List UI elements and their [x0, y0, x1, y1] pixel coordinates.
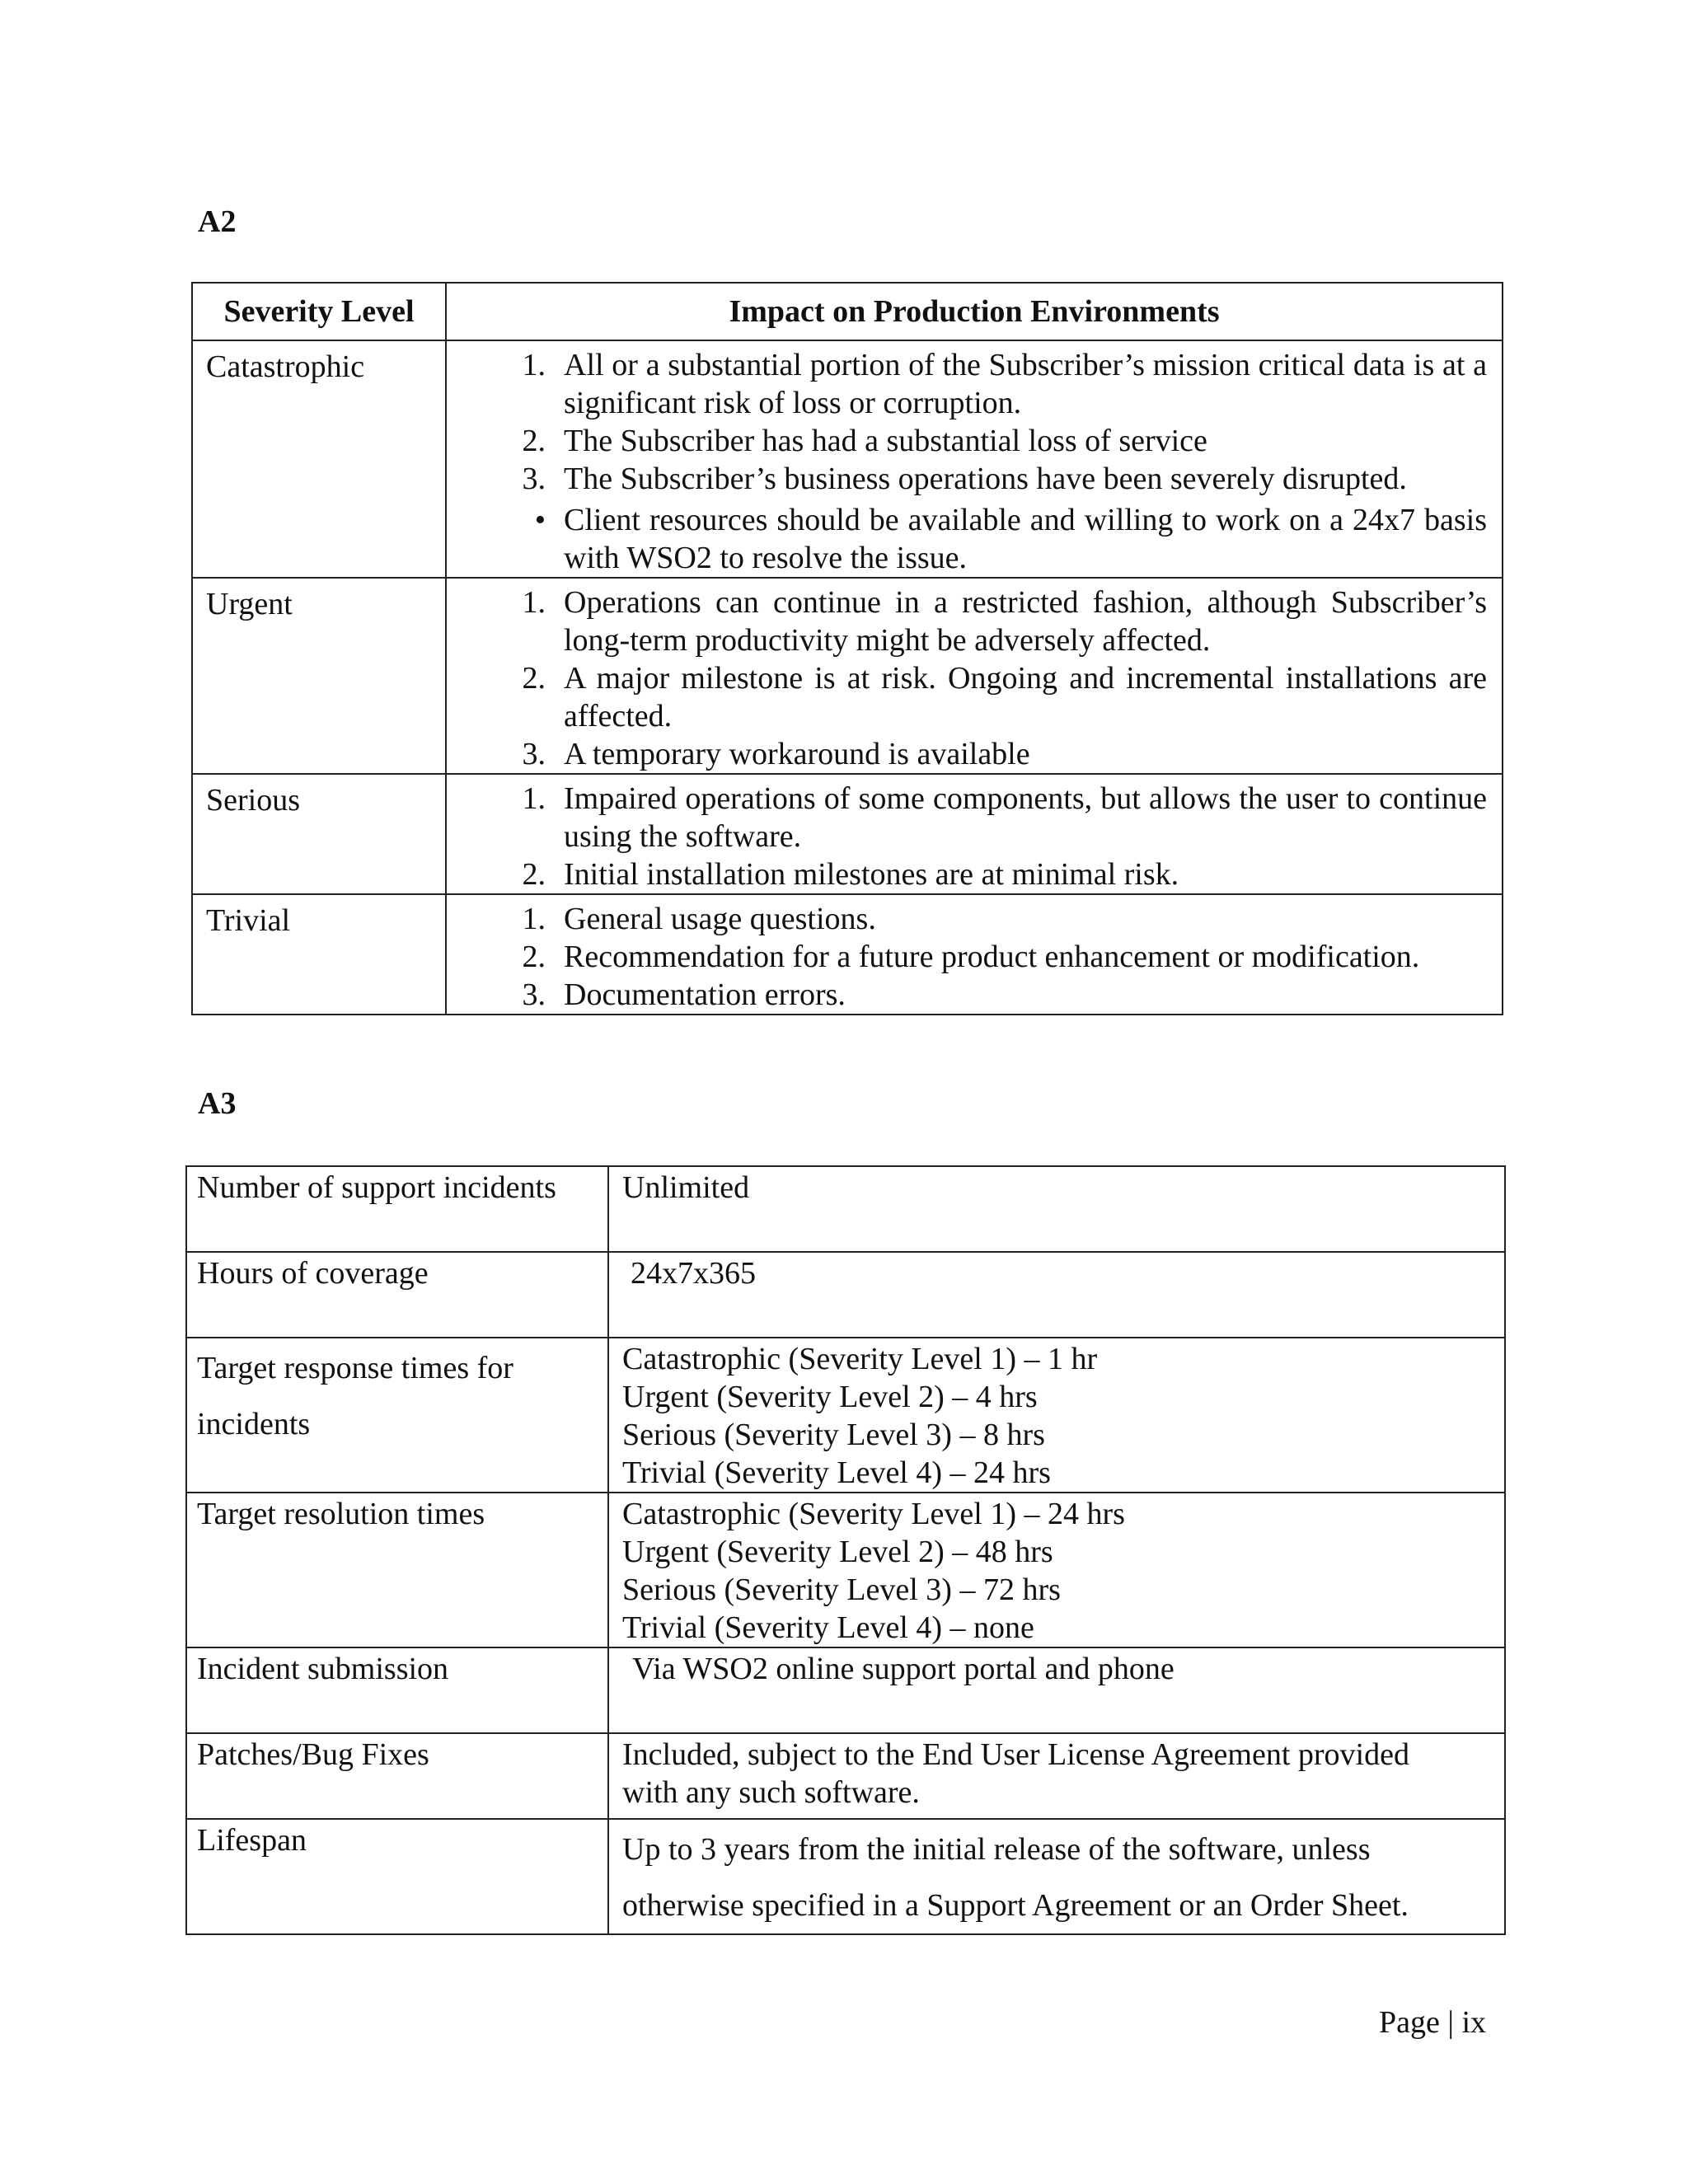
table-row — [186, 1819, 1505, 1934]
list-marker: 2. — [522, 857, 546, 892]
bullet-marker: • — [534, 503, 546, 537]
value-text: Up to 3 years from the initial release of the software, unless — [622, 1832, 1371, 1867]
list-marker: 3. — [522, 977, 546, 1012]
list-item — [447, 583, 1487, 659]
table-row — [186, 1493, 1505, 1647]
section-a2-heading: A2 — [198, 204, 237, 239]
list-item — [447, 855, 1487, 893]
value-text: Unlimited — [622, 1170, 750, 1205]
list-item-text: All or a substantial portion of the Subscriber’s mission critical data is at a significant risk of loss or corruption. — [564, 348, 1487, 420]
row-label-incident-submission — [186, 1647, 608, 1733]
list-marker: 2. — [522, 424, 546, 458]
row-value-target-response-times — [608, 1338, 1505, 1493]
table-row — [186, 1166, 1505, 1252]
impact-cell-trivial — [446, 894, 1503, 1015]
list-item — [447, 976, 1487, 1014]
table-row — [192, 894, 1503, 1015]
list-marker: 3. — [522, 462, 546, 496]
table-row — [192, 578, 1503, 774]
value-text: Serious (Severity Level 3) – 72 hrs — [622, 1572, 1061, 1607]
list-item — [447, 735, 1487, 773]
list-item-text: Initial installation milestones are at minimal risk. — [564, 857, 1179, 892]
impact-cell-urgent — [446, 578, 1503, 774]
list-marker: 2. — [522, 661, 546, 696]
value-text: 24x7x365 — [631, 1256, 756, 1291]
label-text: Patches/Bug Fixes — [197, 1737, 429, 1772]
table-header-row — [192, 283, 1503, 340]
table-row — [192, 774, 1503, 894]
label-text: Lifespan — [197, 1823, 307, 1858]
list-item-text: The Subscriber’s business operations have been severely disrupted. — [564, 462, 1407, 496]
list-item-text: Operations can continue in a restricted fashion, although Subscriber’s long-term productivity might be adversely affected. — [564, 585, 1487, 658]
label-text: Incident submission — [197, 1652, 449, 1686]
value-text: Serious (Severity Level 3) – 8 hrs — [622, 1418, 1045, 1452]
row-label-target-resolution-times — [186, 1493, 608, 1647]
list-item — [447, 780, 1487, 855]
label-text: Number of support incidents — [197, 1170, 556, 1205]
list-item-text: Recommendation for a future product enhancement or modification. — [564, 940, 1420, 974]
row-value-hours-of-coverage — [608, 1252, 1505, 1338]
severity-level-table — [191, 282, 1503, 1015]
severity-level-trivial: Trivial — [192, 894, 446, 1015]
list-item — [447, 900, 1487, 938]
list-item — [447, 938, 1487, 976]
list-item-text: A major milestone is at risk. Ongoing and incremental installations are affected. — [564, 661, 1487, 733]
list-marker: 1. — [522, 348, 546, 382]
impact-cell-serious — [446, 774, 1503, 894]
table-row — [192, 340, 1503, 578]
row-label-hours-of-coverage — [186, 1252, 608, 1338]
list-item-text: Impaired operations of some components, but allows the user to continue using the software. — [564, 781, 1487, 854]
value-text: Catastrophic (Severity Level 1) – 24 hrs — [622, 1497, 1125, 1531]
impact-cell-catastrophic — [446, 340, 1503, 578]
table-row — [186, 1338, 1505, 1493]
row-value-incident-submission — [608, 1647, 1505, 1733]
list-item-text: Documentation errors. — [564, 977, 846, 1012]
list-item — [447, 659, 1487, 735]
value-text: Catastrophic (Severity Level 1) – 1 hr — [622, 1342, 1098, 1376]
row-label-patches-bug-fixes — [186, 1733, 608, 1819]
list-marker: 1. — [522, 902, 546, 936]
list-item — [447, 501, 1487, 577]
list-item — [447, 346, 1487, 422]
row-label-support-incidents — [186, 1166, 608, 1252]
value-text: Trivial (Severity Level 4) – 24 hrs — [622, 1455, 1051, 1490]
list-item — [447, 460, 1487, 498]
severity-level-urgent: Urgent — [192, 578, 446, 774]
list-item-text: Client resources should be available and willing to work on a 24x7 basis with WSO2 to resolve the issue. — [564, 503, 1487, 575]
list-item — [447, 422, 1487, 460]
table-row — [186, 1252, 1505, 1338]
list-item-text: General usage questions. — [564, 902, 876, 936]
list-marker: 1. — [522, 781, 546, 816]
support-terms-table — [185, 1165, 1506, 1935]
page-number: Page | ix — [1378, 2005, 1486, 2040]
value-text: Via WSO2 online support portal and phone — [632, 1652, 1175, 1686]
list-marker: 3. — [522, 737, 546, 771]
list-item-text: A temporary workaround is available — [564, 737, 1030, 771]
value-text: Urgent (Severity Level 2) – 4 hrs — [622, 1380, 1038, 1414]
value-text: Urgent (Severity Level 2) – 48 hrs — [622, 1535, 1053, 1569]
list-marker: 1. — [522, 585, 546, 620]
row-label-target-response-times — [186, 1338, 608, 1493]
section-a3-heading: A3 — [198, 1086, 237, 1121]
severity-level-catastrophic: Catastrophic — [192, 340, 446, 578]
row-label-lifespan — [186, 1819, 608, 1934]
label-text: Target response times for — [197, 1351, 513, 1385]
value-text: Trivial (Severity Level 4) – none — [622, 1610, 1034, 1645]
value-text: otherwise specified in a Support Agreement or an Order Sheet. — [622, 1888, 1409, 1923]
value-text: with any such software. — [622, 1775, 920, 1810]
row-value-target-resolution-times — [608, 1493, 1505, 1647]
list-marker: 2. — [522, 940, 546, 974]
label-text: Target resolution times — [197, 1497, 485, 1531]
table-row — [186, 1647, 1505, 1733]
label-text: incidents — [197, 1407, 311, 1441]
column-header-severity-level: Severity Level — [192, 283, 446, 340]
label-text: Hours of coverage — [197, 1256, 429, 1291]
row-value-lifespan — [608, 1819, 1505, 1934]
list-item-text: The Subscriber has had a substantial loss of service — [564, 424, 1207, 458]
value-text: Included, subject to the End User License Agreement provided — [622, 1737, 1409, 1772]
column-header-impact: Impact on Production Environments — [446, 283, 1503, 340]
row-value-support-incidents — [608, 1166, 1505, 1252]
severity-level-serious: Serious — [192, 774, 446, 894]
table-row — [186, 1733, 1505, 1819]
row-value-patches-bug-fixes — [608, 1733, 1505, 1819]
